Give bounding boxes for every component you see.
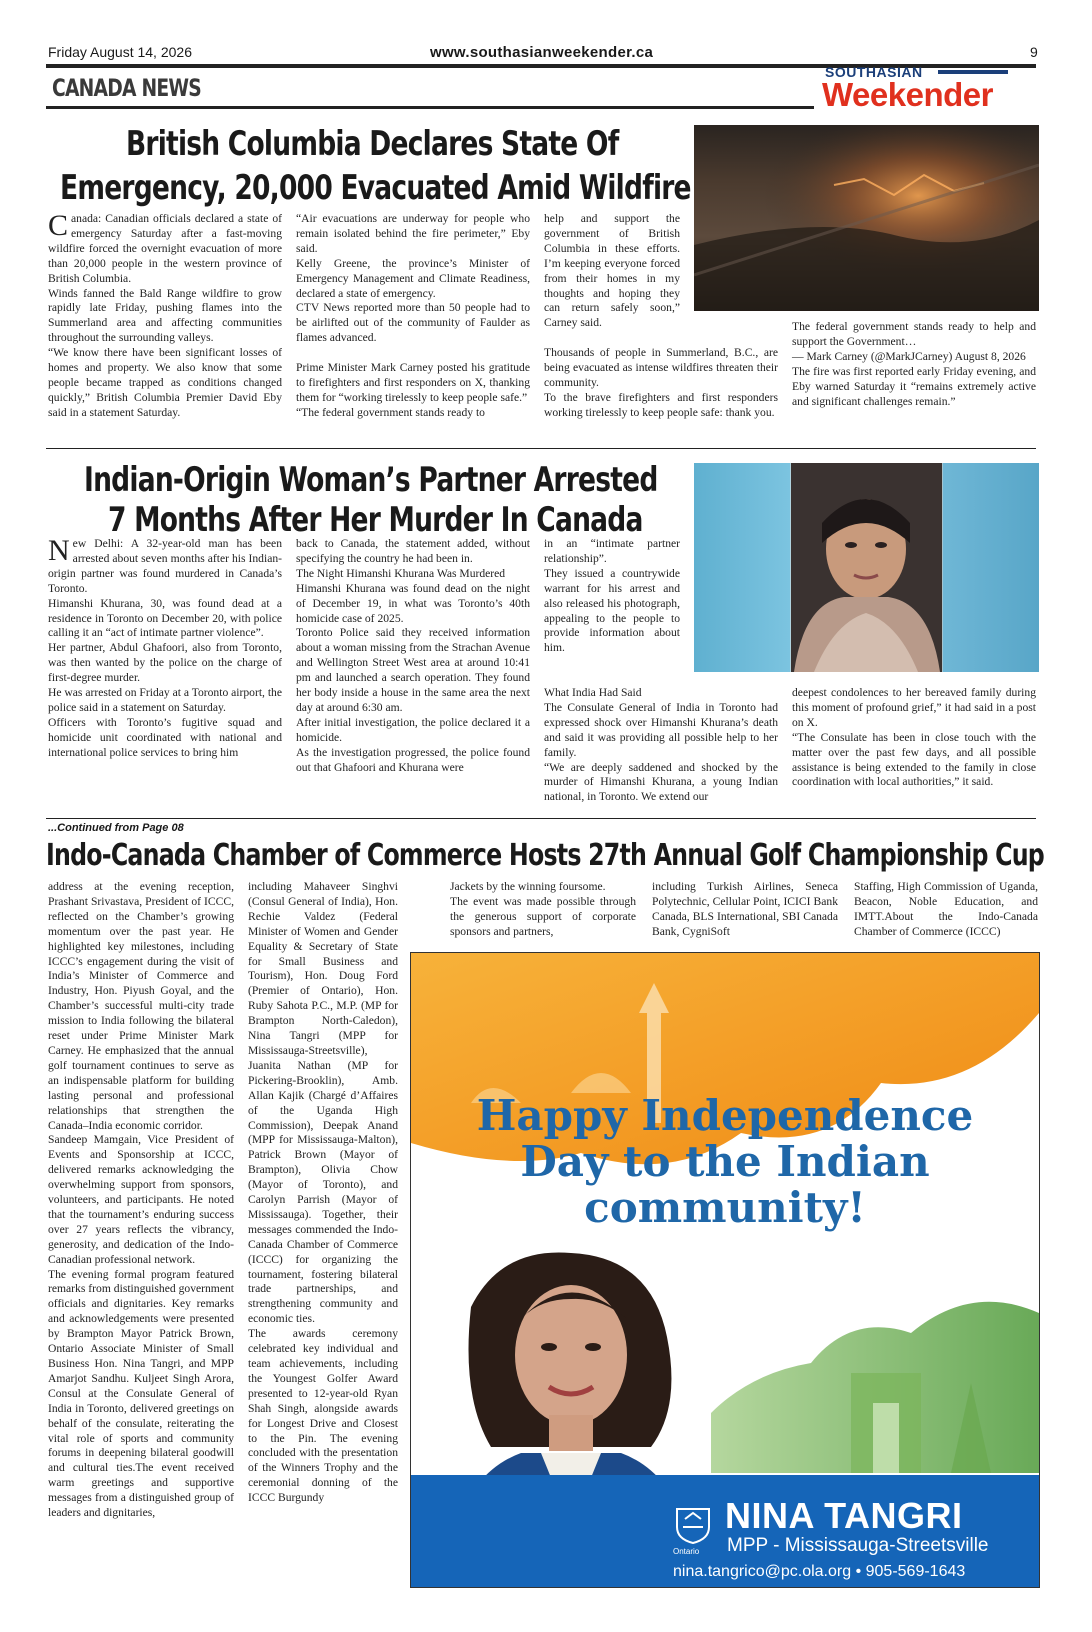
story1-paragraph: Prime Minister Mark Carney posted his gratitude to firefighters and first responders on X, thanking them for “working tirelessly to keep people safe.” — [296, 361, 530, 404]
wildfire-photo — [694, 125, 1039, 311]
section-rule — [46, 106, 814, 109]
story1-paragraph: “We know there have been significant losses of homes and property. We also know that some people became trapped as conditions changed quickly,” British Columbia Premier David Eby said in a statement Saturday. — [48, 346, 282, 419]
story2-paragraph: Toronto Police said they received information about a woman missing from the Strachan Avenue and Wellington Street West area at around 10:41 pm and launched a search operation. They found her body inside a house in the same area the next day at around 6:30 am. — [296, 626, 530, 714]
story2-paragraph: They issued a countrywide warrant for his arrest and also released his photograph, appealing to the people to provide information about him. — [544, 566, 680, 655]
story2-paragraph: The Consulate General of India in Toronto had expressed shock over Himanshi Khurana’s death and said it was providing all possible help to her family. — [544, 700, 778, 759]
story1-paragraph: “Air evacuations are underway for people who remain isolated behind the fire perimeter,” Eby said. — [296, 212, 530, 255]
ontario-crest-icon — [671, 1501, 715, 1545]
ad-contact-banner — [411, 1475, 1039, 1587]
story3-headline — [46, 838, 1044, 874]
himanshi-photo — [694, 463, 1039, 672]
story2-column-2 — [296, 537, 530, 776]
continued-note: ...Continued from Page 08 — [48, 822, 184, 834]
page-number: 9 — [1030, 44, 1038, 60]
candidate-name: NINA TANGRI — [725, 1495, 963, 1536]
story2-paragraph: As the investigation progressed, the police found out that Ghafoori and Khurana were — [296, 745, 530, 774]
story2-paragraph: Himanshi Khurana, 30, was found dead at a residence in Toronto on December 20, with police calling it an “act of intimate partner violence”. — [48, 596, 282, 640]
ad-headline-line1: Happy Independence — [476, 1091, 974, 1140]
story1-paragraph: Winds fanned the Bald Range wildfire to grow rapidly late Friday, pushing flames into the Summerland area and affecting communities throughout the surrounding valleys. — [48, 286, 282, 345]
story3-paragraph: Jackets by the winning foursome. — [450, 880, 606, 893]
story2-paragraph: back to Canada, the statement added, without specifying the country he had been in. — [296, 537, 530, 565]
story1-column-3 — [544, 212, 680, 331]
logo-bar — [938, 70, 1008, 74]
story2-paragraph: He was arrested on Friday at a Toronto airport, the police said in a statement on Saturday. — [48, 686, 282, 714]
story1-column-3b — [544, 346, 778, 421]
story1-paragraph: Thousands of people in Summerland, B.C., are being evacuated as intense wildfires threaten their community. — [544, 346, 778, 389]
story1-headline-line2: Emergency, 20,000 Evacuated Amid Wildfire — [60, 168, 691, 208]
story1-paragraph: help and support the government of British Columbia in these efforts. I’m keeping everyone forced from their homes in my thoughts and hoping they can return safely soon,” Carney said. — [544, 212, 680, 330]
story1-column-2 — [296, 212, 530, 421]
story3-column-5 — [854, 880, 1038, 940]
story2-column-1 — [48, 534, 282, 761]
website-url[interactable]: www.southasianweekender.ca — [430, 44, 654, 61]
story2-column-3 — [544, 537, 680, 656]
story3-column-1 — [48, 880, 234, 1521]
story1-paragraph: The federal government stands ready to help and support the Government… — [792, 320, 1036, 348]
logo-main-text: Weekender — [822, 76, 993, 113]
story1-paragraph: — Mark Carney (@MarkJCarney) August 8, 2026 — [792, 349, 1026, 363]
independence-day-ad[interactable] — [410, 952, 1040, 1588]
candidate-title: MPP - Mississauga-Streetsville — [727, 1535, 989, 1556]
story1-column-1 — [48, 209, 282, 421]
story3-paragraph: address at the evening reception, Prashant Srivastava, President of ICCC, reflected on the Chamber’s growing momentum over the past year. He highlighted key milestones, including ICCC’s engagement during the visit of India’s Minister of Commerce and Industry, Hon. Piyush Goyal, and the Chamber’s successful multi-city trade mission to India following the bilateral reset under Prime Minister Mark Carney. He emphasized that the annual golf tournament continues to serve as an indispensable platform for building lasting personal and professional relationships that strengthen the Canada–India economic corridor. — [48, 880, 234, 1132]
story1-paragraph: The fire was first reported early Friday evening, and Eby warned Saturday it “remains extremely active and significant challenges remain.” — [792, 364, 1036, 408]
story3-paragraph: Sandeep Mamgain, Vice President of Events and Sponsorship at ICCC, delivered remarks acknowledging the overwhelming support from sponsors, volunteers, and participants. He noted that the tournament’s enduring success over 27 years reflects the vibrancy, generosity, and dedication of the Indo-Canadian professional network. — [48, 1133, 234, 1266]
story2-headline-line2: 7 Months After Her Murder In Canada — [108, 500, 643, 540]
story1-paragraph: “The federal government stands ready to — [296, 405, 485, 419]
issue-date: Friday August 14, 2026 — [48, 44, 192, 60]
story2-paragraph: Himanshi Khurana was found dead on the night of December 19, in what was Toronto’s 40th homicide case of 2025. — [296, 581, 530, 625]
story3-paragraph: including Turkish Airlines, Seneca Polytechnic, Cellular Point, ICICI Bank Canada, BLS International, SBI Canada Bank, CygniSoft — [652, 880, 838, 938]
story1-paragraph: To the brave firefighters and first responders working tirelessly to keep people safe: thank you. — [544, 390, 778, 419]
story1-paragraph: Kelly Greene, the province’s Minister of Emergency Management and Climate Readiness, declared a state of emergency. — [296, 256, 530, 300]
candidate-contact[interactable]: nina.tangrico@pc.ola.org • 905-569-1643 — [673, 1563, 966, 1580]
story3-paragraph: The evening formal program featured remarks from distinguished government officials and dignitaries. Key remarks and acknowledgements were presented by Brampton Mayor Patrick Brown, Ontario Associate Minister of Small Business Hon. Nina Tangri, and MPP Amarjot Sandhu. Kuljeet Singh Arora, Consul at the Consulate General of India in Toronto, delivered greetings on behalf of the consulate, reiterating the vital role of sports and community forums in deepening bilateral goodwill and cultural ties.The event received warm greetings and supportive messages from a distinguished group of leaders and dignitaries, — [48, 1267, 234, 1520]
story3-paragraph: The awards ceremony celebrated key individual and team achievements, including the Youngest Golfer Award presented to 12-year-old Ryan Shah Singh, alongside awards for Longest Drive and Closest to the Pin. The evening concluded with the presentation of the Winners Trophy and the ceremonial donning of the ICCC Burgundy — [248, 1327, 398, 1505]
section-title: CANADA NEWS — [52, 74, 201, 102]
story2-paragraph: Her partner, Abdul Ghafoori, also from Toronto, was then wanted by the police on the charge of first-degree murder. — [48, 641, 282, 685]
ontario-crest-label: Ontario — [673, 1547, 700, 1556]
story2-paragraph: Officers with Toronto’s fugitive squad and homicide unit coordinated with national and international police services to bring him — [48, 715, 282, 759]
story3-column-2 — [248, 880, 398, 1506]
masthead-logo — [822, 64, 1046, 114]
story3-headline-text: Indo-Canada Chamber of Commerce Hosts 27th Annual Golf Championship Cup — [46, 838, 1044, 873]
story3-column-3 — [450, 880, 636, 940]
ad-headline — [451, 1093, 999, 1231]
story-divider — [46, 818, 1036, 819]
story2-paragraph: “The Consulate has been in close touch with the matter over the past few days, and all possible assistance is being extended to the family in close coordination with local authorities,” it said. — [792, 730, 1036, 789]
logo-top-text: SOUTHASIAN — [825, 64, 923, 80]
ad-headline-line2: Day to the Indian — [520, 1137, 930, 1186]
story2-paragraph: in an “intimate partner relationship”. — [544, 537, 680, 565]
ad-headline-line3: community! — [584, 1183, 866, 1232]
story1-column-4 — [792, 320, 1036, 409]
story2-paragraph: deepest condolences to her bereaved family during this moment of profound grief,” it had said in a post on X. — [792, 686, 1036, 729]
story3-column-4 — [652, 880, 838, 940]
story2-subhead: What India Had Said — [544, 686, 642, 699]
story2-column-4 — [792, 686, 1036, 790]
section-label — [52, 74, 243, 104]
story3-paragraph: The event was made possible through the generous support of corporate sponsors and partners, — [450, 894, 636, 938]
story-divider — [46, 448, 1036, 449]
story2-subhead: The Night Himanshi Khurana Was Murdered — [296, 566, 506, 580]
wildfire-illustration — [694, 125, 1039, 311]
story1-paragraph: CTV News reported more than 50 people had to be airlifted out of the community of Faulder as flames advanced. — [296, 301, 530, 345]
story2-headline-line1: Indian-Origin Woman’s Partner Arrested — [84, 460, 658, 500]
portrait-illustration — [694, 463, 1039, 672]
story2-paragraph: “We are deeply saddened and shocked by the murder of Himanshi Khurana, a young Indian national, in Toronto. We extend our — [544, 760, 778, 804]
story3-paragraph: Staffing, High Commission of Uganda, Beacon, Noble Education, and IMTT.About the Indo-Canada Chamber of Commerce (ICCC) — [854, 880, 1038, 938]
story2-column-3b — [544, 686, 778, 805]
story2-paragraph: New Delhi: A 32-year-old man has been arrested about seven months after his Indian-origin partner was found murdered in Canada’s Toronto. — [48, 534, 282, 595]
story1-headline-line1: British Columbia Declares State Of — [126, 124, 619, 164]
story3-paragraph: including Mahaveer Singhvi (Consul General of India), Hon. Rechie Valdez (Federal Minister of Women and Gender Equality & Secretary of State for Small Business and Tourism), Hon. Doug Ford (Premier of Ontario), Hon. Ruby Sahota P.C., M.P. (MP for Brampton North-Caledon), Nina Tangri (MPP for Mississauga-Streetsville), Juanita Nathan (MP for Pickering-Brooklin), Amb. Allan Kajik (Chargé d’Affaires of the Uganda High Commission), Deepak Anand (MPP for Mississauga-Malton), Patrick Brown (Mayor of Brampton), Olivia Chow (Mayor of Toronto), and Carolyn Parrish (Mayor of Mississauga). Together, their messages commended the Indo-Canada Chamber of Commerce (ICCC) for organizing the tournament, fostering bilateral trade partnerships, and strengthening community and economic ties. — [248, 880, 398, 1326]
story2-paragraph: After initial investigation, the police declared it a homicide. — [296, 715, 530, 744]
story1-paragraph: Canada: Canadian officials declared a state of emergency Saturday after a fast-moving wildfire forced the overnight evacuation of more than 20,000 people in the western province of British Columbia. — [48, 209, 282, 285]
